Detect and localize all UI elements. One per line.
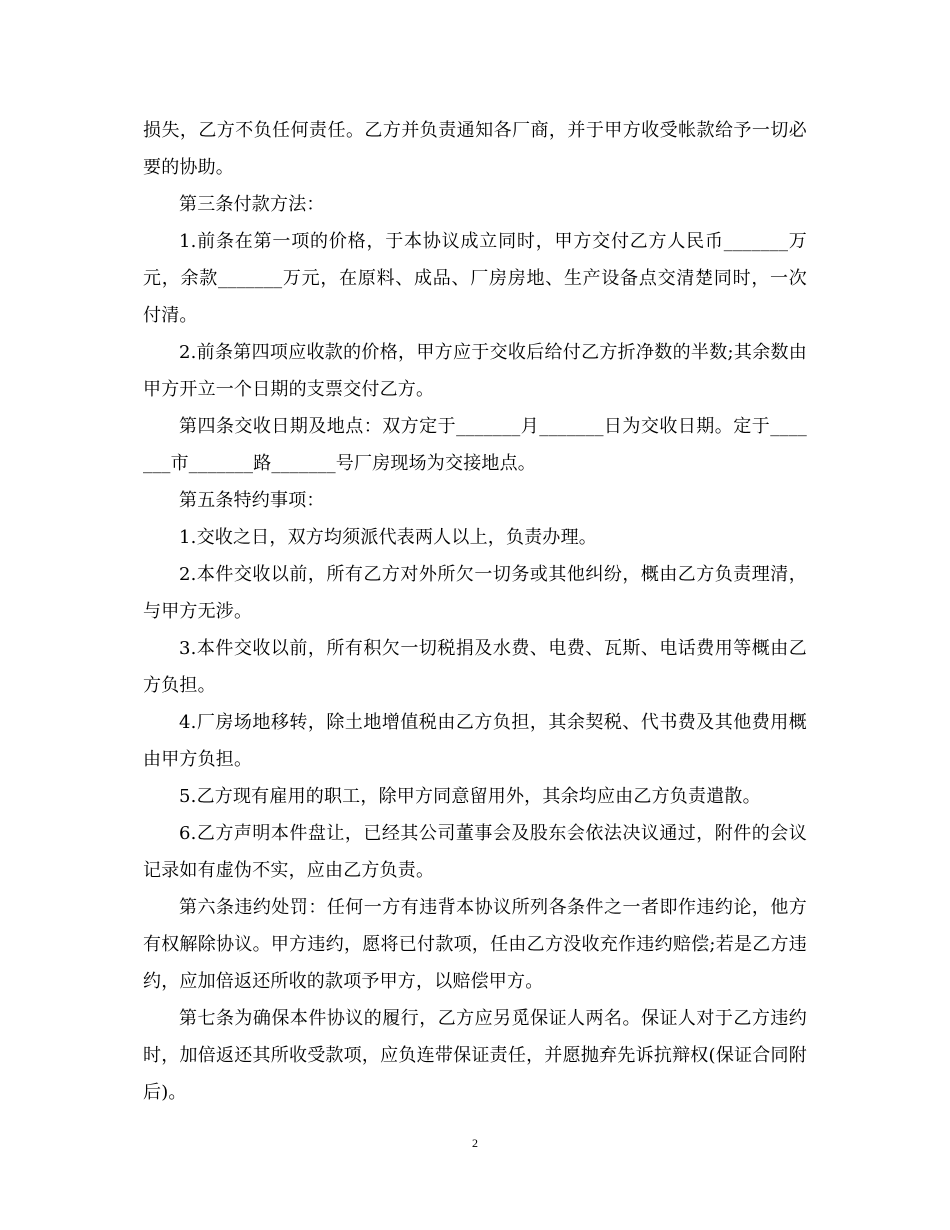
article-4: 第四条交收日期及地点：双方定于_______月_______日为交收日期。定于_______市_______路_______号厂房现场为交接地点。: [143, 416, 807, 474]
page-number: 2: [472, 1136, 478, 1150]
article-6: 第六条违约处罚：任何一方有违背本协议所列各条件之一者即作违约论，他方有权解除协议。甲方违约，愿将已付款项，任由乙方没收充作违约赔偿;若是乙方违约，应加倍返还所收的款项予甲方，以赔偿甲方。: [143, 897, 807, 992]
article-3-item-1: 1.前条在第一项的价格，于本协议成立同时，甲方交付乙方人民币_______万元，余款_______万元，在原料、成品、厂房房地、生产设备点交清楚同时，一次付清。: [143, 231, 807, 326]
article-5-item-4: 4.厂房场地移转，除土地增值税由乙方负担，其余契税、代书费及其他费用概由甲方负担。: [143, 712, 807, 770]
article-3-item-2: 2.前条第四项应收款的价格，甲方应于交收后给付乙方折净数的半数;其余数由甲方开立一个日期的支票交付乙方。: [143, 342, 807, 400]
article-5-item-3: 3.本件交收以前，所有积欠一切税捐及水费、电费、瓦斯、电话费用等概由乙方负担。: [143, 638, 807, 696]
article-7: 第七条为确保本件协议的履行，乙方应另觅保证人两名。保证人对于乙方违约时，加倍返还其所收受款项，应负连带保证责任，并愿抛弃先诉抗辩权(保证合同附后)。: [143, 1008, 807, 1103]
article-5-item-1: 1.交收之日，双方均须派代表两人以上，负责办理。: [179, 527, 597, 548]
paragraph-continuation: 损失，乙方不负任何责任。乙方并负责通知各厂商，并于甲方收受帐款给予一切必要的协助。: [143, 120, 807, 178]
article-3-heading: 第三条付款方法：: [179, 194, 325, 215]
article-5-item-6: 6.乙方声明本件盘让，已经其公司董事会及股东会依法决议通过，附件的会议记录如有虚伪不实，应由乙方负责。: [143, 823, 807, 881]
document-body: [143, 112, 807, 1111]
article-5-item-2: 2.本件交收以前，所有乙方对外所欠一切务或其他纠纷，概由乙方负责理清，与甲方无涉。: [143, 564, 807, 622]
article-5-heading: 第五条特约事项：: [179, 490, 325, 511]
article-5-item-5: 5.乙方现有雇用的职工，除甲方同意留用外，其余均应由乙方负责遣散。: [179, 786, 761, 807]
